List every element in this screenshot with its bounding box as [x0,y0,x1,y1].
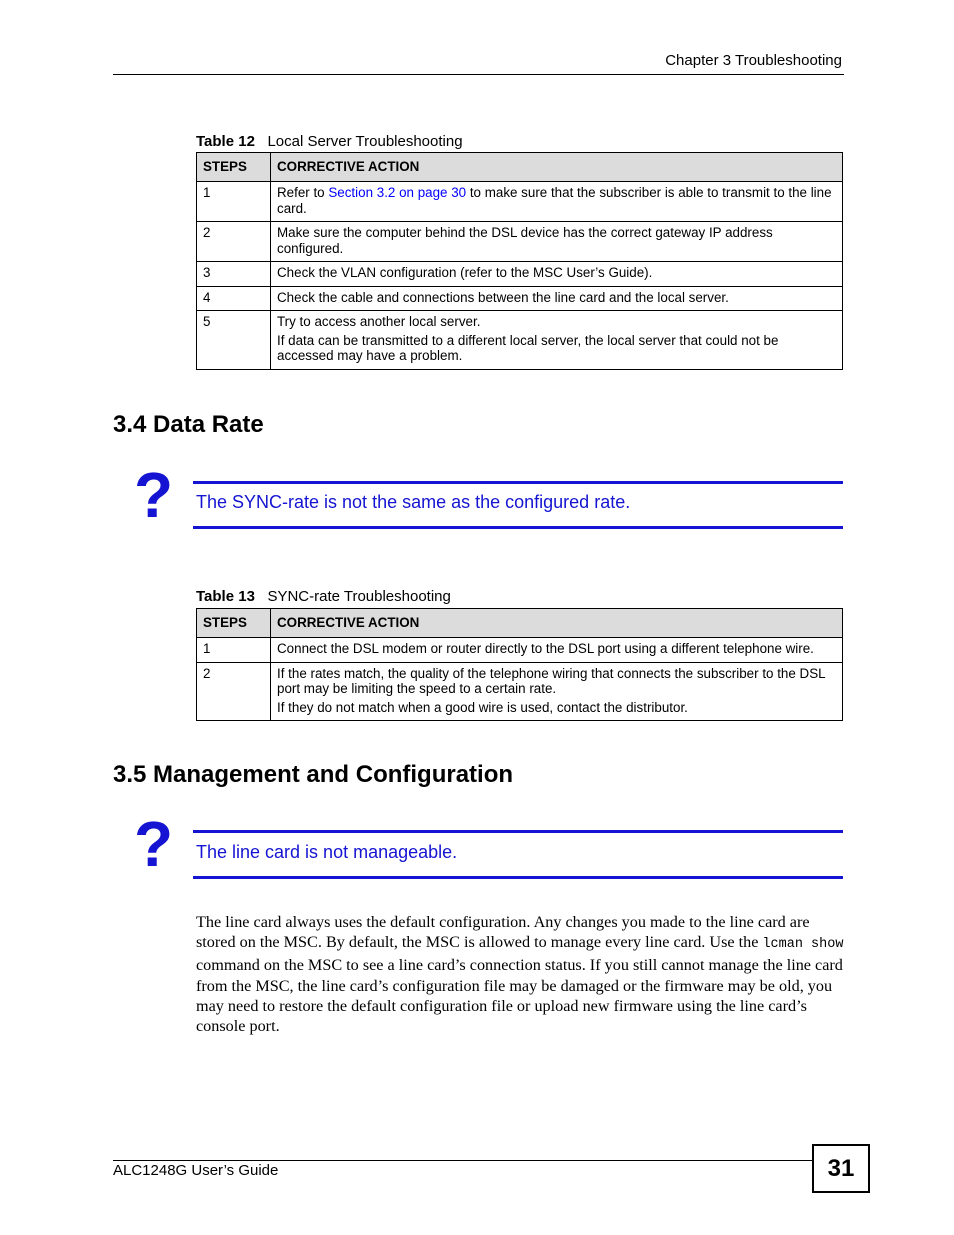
action-text: Make sure the computer behind the DSL device has the correct gateway IP address configured. [277,225,773,256]
column-header-corrective-action: CORRECTIVE ACTION [271,153,843,182]
command-code: lcman show [762,937,844,953]
table-13-title: SYNC-rate Troubleshooting [267,588,451,605]
table-header-row [197,609,843,638]
table-12 [196,152,843,370]
section-link[interactable]: Section 3.2 on page 30 [328,185,467,200]
action-cell [271,311,843,370]
section-heading-management: 3.5 Management and Configuration [113,761,514,788]
running-header: Chapter 3 Troubleshooting [665,52,842,69]
action-text: Try to access another local server. [277,314,481,329]
table-13 [196,608,843,721]
step-cell: 1 [197,182,271,222]
footer-rule [113,1160,813,1161]
body-paragraph [196,912,844,1036]
action-text: Connect the DSL modem or router directly to the DSL port using a different telephone wire. [277,641,814,656]
table-12-label: Table 12 [196,133,255,150]
table-12-caption [196,133,463,150]
question-icon: ? [134,459,174,531]
step-cell: 5 [197,311,271,370]
table-row [197,286,843,311]
action-cell [271,662,843,721]
action-cell [271,182,843,222]
column-header-steps: STEPS [197,609,271,638]
action-cell [271,222,843,262]
question-text: The line card is not manageable. [196,842,458,862]
table-header-row [197,153,843,182]
action-text: If they do not match when a good wire is used, contact the distributor. [277,699,688,715]
action-text: If data can be transmitted to a different local server, the local server that could not be accessed may have a problem. [277,332,779,363]
question-icon: ? [134,808,174,880]
paragraph-text: The line card always uses the default configuration. Any changes you made to the line card are stored on the MSC. By default, the MSC is allowed to manage every line card. Use the [196,913,810,952]
table-row [197,662,843,721]
page-number: 31 [812,1144,870,1193]
action-text: Check the VLAN configuration (refer to the MSC User’s Guide). [277,265,653,280]
footer-guide-title: ALC1248G User’s Guide [113,1162,279,1179]
question-rule-bottom [193,876,843,879]
table-row [197,182,843,222]
question-rule-top [193,481,843,484]
step-cell: 1 [197,638,271,663]
action-cell [271,262,843,287]
question-rule-top [193,830,843,833]
question-rule-bottom [193,526,843,529]
column-header-steps: STEPS [197,153,271,182]
table-13-label: Table 13 [196,588,255,605]
step-cell: 2 [197,222,271,262]
step-cell: 2 [197,662,271,721]
action-text: to make sure that the subscriber is able to transmit to the line card. [277,185,832,216]
paragraph-text: command on the MSC to see a line card’s connection status. If you still cannot manage the line card from the MSC, the line card’s configuration file may be damaged or the firmware may be old, you may need to restore the default configuration file or upload new firmware using the line card’s console port. [196,956,843,1036]
table-row [197,638,843,663]
action-cell [271,286,843,311]
table-row [197,262,843,287]
step-cell: 3 [197,262,271,287]
action-text: If the rates match, the quality of the telephone wiring that connects the subscriber to the DSL port may be limiting the speed to a certain rate. [277,665,826,696]
action-text: Refer to [277,185,329,200]
table-row [197,311,843,370]
action-text: Check the cable and connections between the line card and the local server. [277,289,729,305]
step-cell: 4 [197,286,271,311]
table-13-caption [196,588,451,605]
section-heading-data-rate: 3.4 Data Rate [113,411,264,438]
table-row [197,222,843,262]
header-rule [113,74,844,75]
action-cell [271,638,843,663]
column-header-corrective-action: CORRECTIVE ACTION [271,609,843,638]
question-text: The SYNC-rate is not the same as the configured rate. [196,492,631,512]
table-12-title: Local Server Troubleshooting [267,133,463,150]
